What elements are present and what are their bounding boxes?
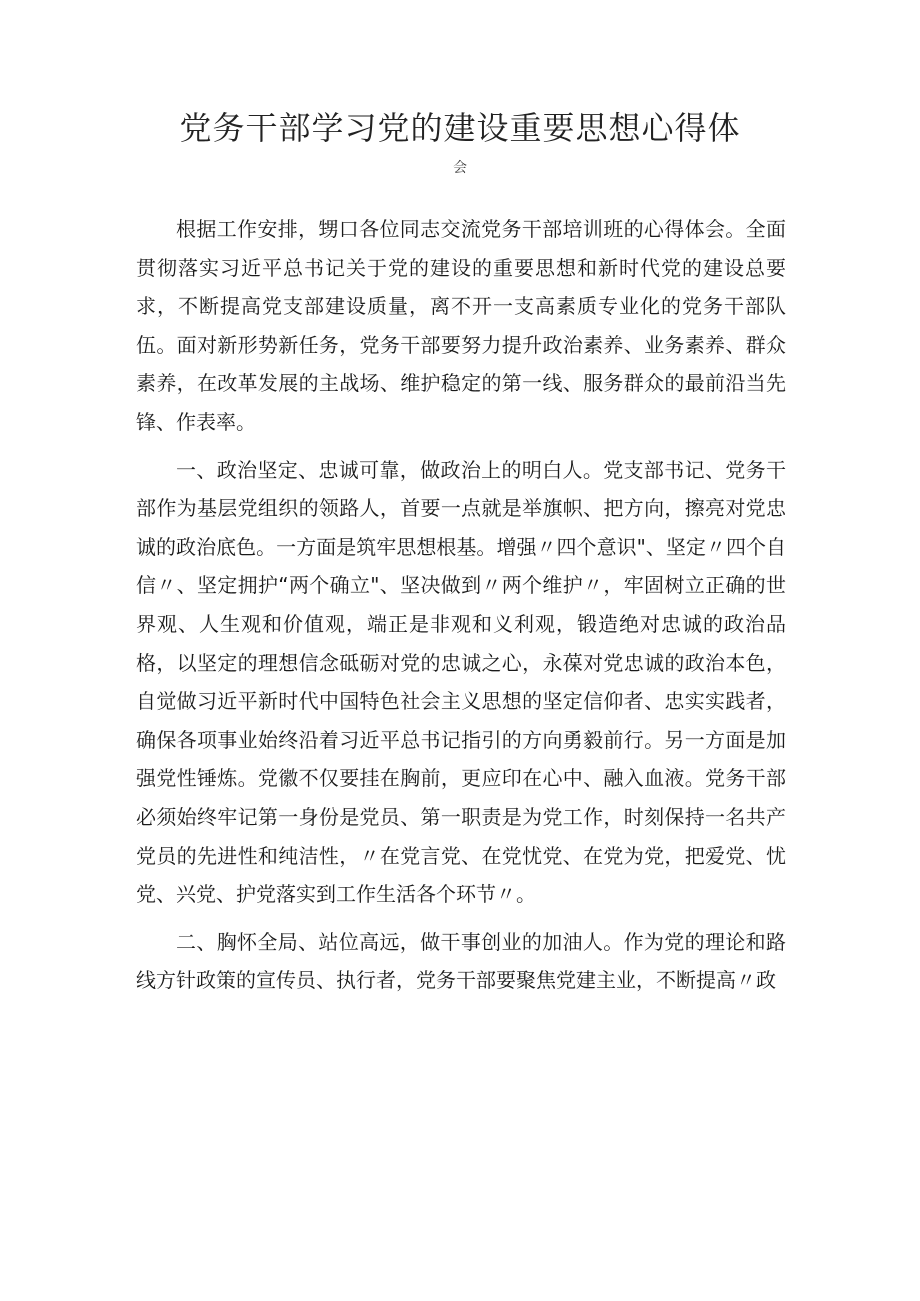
paragraph-intro: 根据工作安排，甥口各位同志交流党务干部培训班的心得体会。全面贯彻落实习近平总书记关于党的建设的重要思想和新时代党的建设总要求，不断提高党支部建设质量，离不开一支高素质专业化的党务干部队伍。面对新形势新任务，党务干部要努力提升政治素养、业务素养、群众素养，在改革发展的主战场、维护稳定的第一线、服务群众的最前沿当先锋、作表率。 (136, 217, 786, 434)
page-title: 党务干部学习党的建设重要思想心得体 (179, 109, 741, 147)
page-title-continuation: 会 (453, 160, 467, 176)
paragraph-section-one: 一、政治坚定、忠诚可靠，做政治上的明白人。党支部书记、党务干部作为基层党组织的领路人，首要一点就是举旗帜、把方向，擦亮对党忠诚的政治底色。一方面是筑牢思想根基。增强〃四个意识"、坚定〃四个自信〃、坚定拥护“两个确立"、坚决做到〃两个维护〃，牢固树立正确的世界观、人生观和价值观，端正是非观和义利观，锻造绝对忠诚的政治品格，以坚定的理想信念砥砺对党的忠诚之心，永葆对党忠诚的政治本色，自觉做习近平新时代中国特色社会主义思想的坚定信仰者、忠实实践者，确保各项事业始终沿着习近平总书记指引的方向勇毅前行。另一方面是加强党性锤炼。党徽不仅要挂在胸前，更应印在心中、融入血液。党务干部必须始终牢记第一身份是党员、第一职责是为党工作，时刻保持一名共产党员的先进性和纯洁性，〃在党言党、在党忧党、在党为党，把爱党、忧党、兴党、护党落实到工作生活各个环节〃。 (136, 457, 786, 907)
paragraph-section-two: 二、胸怀全局、站位高远，做干事创业的加油人。作为党的理论和路线方针政策的宣传员、执行者，党务干部要聚焦党建主业，不断提高〃政 (136, 929, 786, 993)
document-body (136, 210, 786, 1009)
